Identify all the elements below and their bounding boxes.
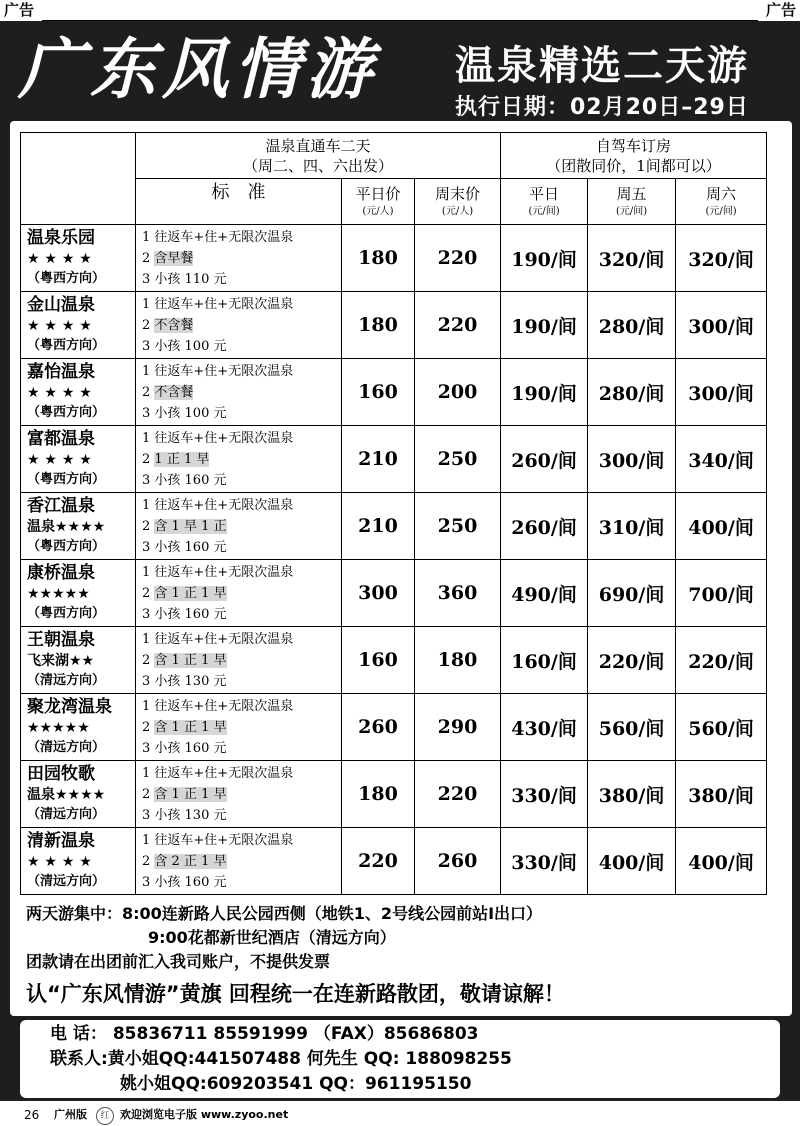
hotel-cell	[21, 627, 136, 694]
drive-fri-price: 220/间	[588, 627, 676, 694]
weekday-price: 300	[342, 560, 415, 627]
hotel-stars: ★ ★ ★ ★	[27, 251, 92, 267]
standard-cell	[136, 560, 342, 627]
hotel-cell	[21, 225, 136, 292]
hotel-stars: ★ ★ ★ ★	[27, 854, 92, 870]
col-weekday-unit: (元/人)	[362, 205, 394, 217]
hotel-name: 金山温泉	[27, 295, 95, 315]
drive-weekday-price: 260/间	[501, 426, 588, 493]
table-row	[21, 493, 767, 560]
hotel-direction: （粤西方向）	[27, 606, 106, 621]
std-line-2	[142, 650, 341, 671]
std-line-1: 1 往返车+住+无限次温泉	[142, 832, 294, 848]
standard-cell	[136, 627, 342, 694]
standard-cell	[136, 426, 342, 493]
std-line-3: 3 小孩 160 元	[142, 606, 227, 622]
hotel-cell	[21, 828, 136, 895]
publisher-logo-icon: 红	[96, 1107, 114, 1125]
weekend-price: 290	[415, 694, 501, 761]
col-weekend-label: 周末价	[435, 184, 481, 203]
weekday-price: 180	[342, 292, 415, 359]
drive-sat-price: 400/间	[676, 828, 767, 895]
drive-weekday-price: 490/间	[501, 560, 588, 627]
website-text: 欢迎浏览电子版 www.zyoo.net	[120, 1108, 289, 1121]
drive-fri-price: 560/间	[588, 694, 676, 761]
col-weekend	[415, 179, 501, 225]
std-line-2	[142, 449, 341, 470]
col-drive-fri	[588, 179, 676, 225]
hotel-stars: 温泉★★★★	[27, 519, 106, 535]
drive-sat-price: 220/间	[676, 627, 767, 694]
drive-sat-price: 340/间	[676, 426, 767, 493]
standard-cell	[136, 694, 342, 761]
hotel-cell	[21, 761, 136, 828]
standard-cell	[136, 359, 342, 426]
hotel-name: 聚龙湾温泉	[27, 697, 112, 717]
std-line-2	[142, 382, 341, 403]
col-drive-weekday	[501, 179, 588, 225]
hotel-name: 富都温泉	[27, 429, 95, 449]
std-line-1: 1 往返车+住+无限次温泉	[142, 765, 294, 781]
std-line-2	[142, 583, 341, 604]
hotel-name: 香江温泉	[27, 496, 95, 516]
std-line-3: 3 小孩 130 元	[142, 807, 227, 823]
drive-fri-price: 400/间	[588, 828, 676, 895]
drive-sat-price: 380/间	[676, 761, 767, 828]
drive-weekday-price: 430/间	[501, 694, 588, 761]
drive-fri-price: 280/间	[588, 359, 676, 426]
std-line-2-text: 含早餐	[154, 250, 194, 266]
hotel-direction: （粤西方向）	[27, 472, 106, 487]
hotel-stars: 温泉★★★★	[27, 787, 106, 803]
hotel-direction: （清远方向）	[27, 673, 106, 688]
hotel-cell	[21, 493, 136, 560]
std-line-1: 1 往返车+住+无限次温泉	[142, 430, 294, 446]
std-line-2-num: 2	[142, 317, 151, 333]
weekday-price: 180	[342, 761, 415, 828]
hotel-direction: （粤西方向）	[27, 405, 106, 420]
contact-persons-2: 姚小姐QQ:609203541 QQ：961195150	[120, 1074, 472, 1094]
drive-sat-price: 400/间	[676, 493, 767, 560]
col-drive-sat-label: 周六	[706, 184, 737, 203]
std-line-2-num: 2	[142, 250, 151, 266]
table-row	[21, 426, 767, 493]
col-drive-sat-unit: (元/间)	[705, 205, 737, 217]
weekday-price: 210	[342, 493, 415, 560]
std-line-2-text: 含 1 正 1 早	[154, 585, 227, 601]
hotel-direction: （粤西方向）	[27, 539, 106, 554]
standard-cell	[136, 292, 342, 359]
header-corner	[21, 133, 136, 225]
drive-fri-price: 320/间	[588, 225, 676, 292]
drive-fri-price: 690/间	[588, 560, 676, 627]
std-line-3: 3 小孩 160 元	[142, 472, 227, 488]
std-line-2-text: 含 1 正 1 早	[154, 652, 227, 668]
hotel-stars: ★ ★ ★ ★	[27, 452, 92, 468]
hotel-name: 王朝温泉	[27, 630, 95, 650]
hotel-name: 田园牧歌	[27, 764, 95, 784]
slogan: 认“广东风情游”黄旗 回程统一在连新路散团，敬请谅解！	[26, 982, 565, 1006]
std-line-2-text: 含 1 正 1 早	[154, 786, 227, 802]
std-line-2-num: 2	[142, 451, 151, 467]
hotel-stars: 飞来湖★★	[27, 653, 95, 669]
payment-note: 团款请在出团前汇入我司账户，不提供发票	[26, 952, 331, 971]
std-line-2	[142, 516, 341, 537]
col-weekend-unit: (元/人)	[441, 205, 474, 217]
group-header-subtitle: （周二、四、六出发）	[243, 156, 394, 175]
weekday-price: 210	[342, 426, 415, 493]
hotel-name: 嘉怡温泉	[27, 362, 95, 382]
std-line-2-num: 2	[142, 585, 151, 601]
std-line-2-num: 2	[142, 786, 151, 802]
table-row	[21, 627, 767, 694]
std-line-2	[142, 784, 341, 805]
drive-weekday-price: 160/间	[501, 627, 588, 694]
hotel-direction: （粤西方向）	[27, 271, 106, 286]
std-line-1: 1 往返车+住+无限次温泉	[142, 564, 294, 580]
group-header-title: 温泉直通车二天	[265, 136, 371, 155]
weekend-price: 220	[415, 225, 501, 292]
top-rule	[42, 0, 758, 21]
std-line-2	[142, 248, 341, 269]
price-table	[20, 132, 767, 895]
hotel-name: 康桥温泉	[27, 563, 95, 583]
drive-sat-price: 700/间	[676, 560, 767, 627]
drive-fri-price: 300/间	[588, 426, 676, 493]
drive-sat-price: 300/间	[676, 292, 767, 359]
standard-cell	[136, 225, 342, 292]
std-line-2-text: 不含餐	[154, 384, 194, 400]
edition-label: 广州版	[54, 1108, 87, 1121]
std-line-2	[142, 851, 341, 872]
table-row	[21, 292, 767, 359]
standard-cell	[136, 761, 342, 828]
col-weekday	[342, 179, 415, 225]
std-line-1: 1 往返车+住+无限次温泉	[142, 497, 294, 513]
std-line-2-text: 含 1 正 1 早	[154, 719, 227, 735]
brand-title: 广东风情游	[18, 30, 378, 108]
drive-fri-price: 280/间	[588, 292, 676, 359]
group-header	[136, 133, 501, 179]
standard-label: 标 准	[136, 179, 342, 225]
table-row	[21, 560, 767, 627]
weekend-price: 220	[415, 292, 501, 359]
std-line-3: 3 小孩 130 元	[142, 673, 227, 689]
weekend-price: 260	[415, 828, 501, 895]
weekend-price: 220	[415, 761, 501, 828]
std-line-2-num: 2	[142, 853, 151, 869]
standard-cell	[136, 493, 342, 560]
hotel-direction: （清远方向）	[27, 807, 106, 822]
table-row	[21, 359, 767, 426]
weekend-price: 360	[415, 560, 501, 627]
meeting-point-1: 两天游集中：8:00连新路人民公园西侧（地铁1、2号线公园前站I出口）	[26, 904, 543, 923]
std-line-3: 3 小孩 160 元	[142, 539, 227, 555]
hotel-cell	[21, 694, 136, 761]
drive-sat-price: 560/间	[676, 694, 767, 761]
std-line-1: 1 往返车+住+无限次温泉	[142, 229, 294, 245]
notes-section	[26, 902, 786, 1010]
drive-header-subtitle: （团散同价，1间都可以）	[546, 156, 721, 175]
std-line-2	[142, 717, 341, 738]
drive-header	[501, 133, 767, 179]
std-line-2	[142, 315, 341, 336]
col-drive-fri-unit: (元/间)	[615, 205, 648, 217]
footer	[0, 1104, 800, 1126]
std-line-2-text: 含 1 早 1 正	[154, 518, 227, 534]
drive-fri-price: 380/间	[588, 761, 676, 828]
weekend-price: 250	[415, 426, 501, 493]
hotel-cell	[21, 426, 136, 493]
page-number: 26	[24, 1108, 40, 1122]
std-line-2-num: 2	[142, 384, 151, 400]
drive-sat-price: 320/间	[676, 225, 767, 292]
col-drive-fri-label: 周五	[616, 184, 647, 203]
hotel-stars: ★★★★★	[27, 720, 90, 736]
std-line-3: 3 小孩 160 元	[142, 874, 227, 890]
col-drive-weekday-label: 平日	[529, 184, 560, 203]
std-line-1: 1 往返车+住+无限次温泉	[142, 631, 294, 647]
contact-box	[20, 1020, 780, 1098]
col-drive-sat	[676, 179, 767, 225]
std-line-3: 3 小孩 160 元	[142, 740, 227, 756]
hotel-direction: （粤西方向）	[27, 338, 106, 353]
weekday-price: 220	[342, 828, 415, 895]
drive-weekday-price: 260/间	[501, 493, 588, 560]
std-line-3: 3 小孩 100 元	[142, 338, 227, 354]
weekend-price: 250	[415, 493, 501, 560]
hotel-direction: （清远方向）	[27, 740, 106, 755]
hotel-cell	[21, 359, 136, 426]
weekday-price: 160	[342, 627, 415, 694]
drive-weekday-price: 190/间	[501, 225, 588, 292]
hotel-cell	[21, 292, 136, 359]
drive-header-title: 自驾车订房	[596, 136, 672, 155]
hotel-name: 温泉乐园	[27, 228, 95, 248]
std-line-1: 1 往返车+住+无限次温泉	[142, 698, 294, 714]
standard-cell	[136, 828, 342, 895]
std-line-2-num: 2	[142, 719, 151, 735]
weekend-price: 200	[415, 359, 501, 426]
hotel-stars: ★★★★★	[27, 586, 90, 602]
hotel-cell	[21, 560, 136, 627]
table-row	[21, 225, 767, 292]
hotel-direction: （清远方向）	[27, 874, 106, 889]
table-row	[21, 694, 767, 761]
drive-weekday-price: 330/间	[501, 828, 588, 895]
ad-label-left: 广告	[0, 0, 38, 20]
std-line-2-text: 不含餐	[154, 317, 194, 333]
table-row	[21, 761, 767, 828]
drive-weekday-price: 190/间	[501, 359, 588, 426]
weekday-price: 260	[342, 694, 415, 761]
std-line-3: 3 小孩 110 元	[142, 271, 227, 287]
std-line-1: 1 往返车+住+无限次温泉	[142, 296, 294, 312]
std-line-3: 3 小孩 100 元	[142, 405, 227, 421]
std-line-2-num: 2	[142, 652, 151, 668]
std-line-2-num: 2	[142, 518, 151, 534]
std-line-2-text: 含 2 正 1 早	[154, 853, 227, 869]
drive-weekday-price: 190/间	[501, 292, 588, 359]
contact-persons-1: 联系人:黄小姐QQ:441507488 何先生 QQ: 188098255	[50, 1049, 512, 1069]
meeting-point-2: 9:00花都新世纪酒店（清远方向）	[148, 928, 396, 947]
std-line-1: 1 往返车+住+无限次温泉	[142, 363, 294, 379]
hotel-stars: ★ ★ ★ ★	[27, 385, 92, 401]
contact-phone: 电 话： 85836711 85591999 （FAX）85686803	[50, 1024, 479, 1044]
hotel-stars: ★ ★ ★ ★	[27, 318, 92, 334]
std-line-2-text: 1 正 1 早	[154, 451, 210, 467]
ad-label-right: 广告	[762, 0, 800, 20]
weekend-price: 180	[415, 627, 501, 694]
table-row	[21, 828, 767, 895]
hotel-name: 清新温泉	[27, 831, 95, 851]
promo-title: 温泉精选二天游	[455, 43, 749, 89]
drive-fri-price: 310/间	[588, 493, 676, 560]
drive-weekday-price: 330/间	[501, 761, 588, 828]
weekday-price: 160	[342, 359, 415, 426]
col-weekday-label: 平日价	[355, 184, 401, 203]
weekday-price: 180	[342, 225, 415, 292]
promo-date: 执行日期：02月20日–29日	[455, 95, 749, 120]
col-drive-weekday-unit: (元/间)	[528, 205, 560, 217]
drive-sat-price: 300/间	[676, 359, 767, 426]
